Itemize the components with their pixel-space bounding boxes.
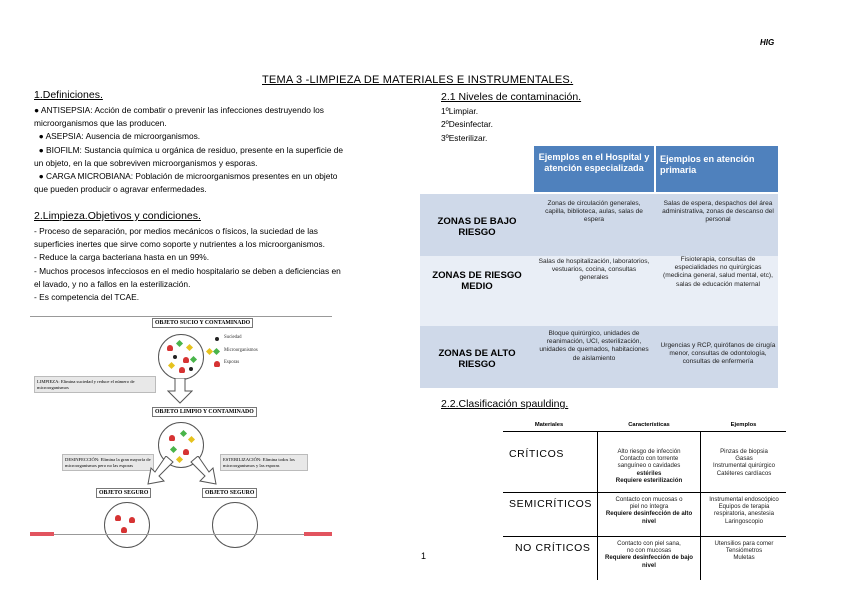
example-line: Muletas	[733, 554, 755, 562]
feature-line: estériles	[636, 469, 662, 477]
example-line: Catéteres cardíacos	[716, 469, 772, 477]
example-line: Tensiómetros	[725, 547, 763, 555]
feature-line: Alto riesgo de infección	[617, 448, 681, 455]
definitions-line: microorganismos que las producen.	[34, 118, 167, 129]
dirty-object-circle	[158, 334, 204, 380]
table-rule	[503, 492, 786, 493]
levels-title: 2.1 Niveles de contaminación.	[441, 91, 582, 103]
header-hospital: Ejemplos en el Hospital y atención especializada	[534, 146, 654, 192]
level-item: 2ºDesinfectar.	[441, 119, 493, 130]
definitions-line: un objeto, en la que sobreviven microorganismos y esporas.	[34, 157, 258, 168]
row-critical-name: CRÍTICOS	[509, 448, 564, 460]
cleaning-process-diagram	[30, 316, 332, 538]
baseline-red-left	[30, 532, 54, 536]
box-safe-object-left: OBJETO SEGURO	[96, 488, 151, 498]
zone-low: ZONAS DE BAJO RIESGO	[437, 216, 517, 238]
note-sterilization: ESTERILIZACIÓN: Elimina todos los microorganismos y las esporas	[220, 454, 308, 471]
cleaning-text	[34, 225, 412, 304]
box-safe-object-right: OBJETO SEGURO	[202, 488, 257, 498]
cell-low-hospital: Zonas de circulación generales, capilla, biblioteca, aulas, salas de espera	[545, 200, 643, 224]
cell-high-primary: Urgencias y RCP, quirófanos de cirugía menor, consultas de odontología, consultas de enfermería	[660, 342, 776, 366]
header-primary: Ejemplos en atención primaria	[656, 146, 778, 192]
spaulding-table	[503, 420, 786, 580]
note-cleaning: LIMPIEZA: Elimina suciedad y reduce el número de microorganismos	[34, 376, 156, 393]
definitions-line: ● ANTISEPSIA: Acción de combatir o prevenir las infecciones destruyendo los	[34, 105, 324, 115]
row-noncritical-examples	[702, 540, 786, 562]
example-line: Equipos de terapia	[718, 503, 770, 511]
spaulding-title: 2.2.Clasificación spaulding.	[441, 398, 569, 410]
definitions-line: ● ASEPSIA: Ausencia de microorganismos.	[34, 131, 201, 142]
legend-spores: Esporas	[224, 360, 240, 365]
feature-line: no con mucosas	[626, 547, 672, 555]
table-rule	[503, 431, 786, 432]
cleaning-line: - Reduce la carga bacteriana hasta en un 99%.	[34, 252, 210, 263]
requirement-text: Requiere desinfección de bajo nivel	[604, 554, 694, 569]
cell-high-hospital: Bloque quirúrgico, unidades de reanimación, UCI, esterilización, unidades de quemados, habitaciones de aislamiento	[539, 330, 649, 362]
note-disinfection: DESINFECCIÓN: Elimina la gran mayoría de microorganismos pero no las esporas	[62, 454, 154, 471]
requirement-text: Requiere esterilización	[615, 476, 683, 484]
legend-spore-icon	[214, 361, 220, 367]
feature-line: Contacto con piel sana,	[617, 540, 681, 547]
definitions-line: ● CARGA MICROBIANA: Población de microorganismos presentes en un objeto	[34, 171, 338, 182]
th-features: Características	[628, 422, 670, 428]
baseline-red-right	[304, 532, 332, 536]
cell-medium-hospital: Salas de hospitalización, laboratorios, vestuarios, cocina, consultas generales	[538, 258, 650, 282]
sterilized-object-circle	[212, 502, 258, 548]
row-noncritical-name: NO CRÍTICOS	[515, 542, 591, 554]
arrow-down-right-icon	[190, 456, 218, 486]
disinfected-object-circle	[104, 502, 150, 548]
example-line: Instrumental endoscópico	[709, 496, 779, 503]
level-item: 3ºEsterilizar.	[441, 132, 488, 143]
row-semicritical-examples	[702, 496, 786, 525]
level-item: 1ºLimpiar.	[441, 106, 479, 116]
example-line: Instrumental quirúrgico	[713, 462, 775, 470]
box-clean-object: OBJETO LIMPIO Y CONTAMINADO	[152, 407, 257, 417]
example-line: respiratoria, anestesia	[714, 510, 774, 518]
legend-microorganisms: Microorganismos	[224, 348, 258, 353]
box-dirty-object: OBJETO SUCIO Y CONTAMINADO	[152, 318, 253, 328]
example-line: Gasas	[735, 455, 753, 463]
definitions-line: que pueden producir o agravar enfermedades.	[34, 184, 207, 195]
zone-high: ZONAS DE ALTO RIESGO	[438, 348, 516, 370]
cleaning-line: superficies inertes que sirve como soporte y nutrientes a los microorganismos.	[34, 239, 325, 250]
feature-line: piel no íntegra	[629, 503, 669, 511]
zone-medium: ZONAS DE RIESGO MEDIO	[432, 270, 522, 292]
th-materials: Materiales	[534, 422, 564, 428]
page-number: 1	[421, 551, 427, 561]
example-line: Laringoscopio	[725, 517, 763, 525]
legend-microorganism-icon-2	[213, 348, 220, 355]
feature-line: Contacto con torrente	[619, 455, 679, 463]
definitions-title: 1.Definiciones.	[34, 89, 103, 101]
diagram-baseline	[54, 534, 304, 535]
requirement-text: Requiere desinfección de alto nivel	[605, 510, 693, 525]
feature-line: Contacto con mucosas o	[615, 496, 683, 503]
cleaning-line: - Es competencia del TCAE.	[34, 292, 140, 303]
legend-dirt-icon	[215, 337, 219, 341]
row-noncritical-features	[599, 540, 699, 569]
cleaning-line: - Proceso de separación, por medios mecánicos o físicos, la suciedad de las	[34, 226, 318, 236]
example-line: Utensilios para comer	[714, 540, 774, 547]
definitions-line: ● BIOFILM: Sustancia química u orgánica de residuo, presente en la superficie de	[34, 144, 344, 155]
definitions-text	[34, 104, 409, 196]
th-examples: Ejemplos	[730, 422, 757, 428]
page-title: TEMA 3 -LIMPIEZA DE MATERIALES E INSTRUMENTALES.	[262, 74, 574, 86]
author-initials: HIG	[760, 38, 775, 47]
cleaning-line: - Muchos procesos infecciosos en el medio hospitalario se deben a deficiencias en	[34, 265, 341, 276]
row-semicritical-features	[599, 496, 699, 525]
arrow-down-left-icon	[146, 456, 174, 486]
legend-dirt: Suciedad	[224, 335, 242, 340]
column-rule	[597, 431, 598, 580]
row-critical-features	[599, 448, 699, 484]
arrow-down-icon	[167, 378, 193, 404]
example-line: Pinzas de biopsia	[720, 448, 768, 455]
table-rule	[503, 536, 786, 537]
cleaning-line: el lavado, y no a fallos en la esterilización.	[34, 278, 191, 289]
cell-medium-primary: Fisioterapia, consultas de especialidades no quirúrgicas (medicina general, salud mental, etc), salas de educación maternal	[663, 256, 773, 288]
row-semicritical-name: SEMICRÍTICOS	[509, 498, 593, 510]
cleaning-title: 2.Limpieza.Objetivos y condiciones.	[34, 210, 201, 222]
column-rule	[700, 431, 701, 580]
levels-list	[441, 105, 493, 145]
diagram-top-rule	[30, 316, 332, 317]
feature-line: sanguíneo o cavidades	[617, 462, 681, 470]
row-critical-examples	[702, 448, 786, 477]
cell-low-primary: Salas de espera, despachos del área administrativa, zonas de descanso del personal	[662, 200, 774, 224]
